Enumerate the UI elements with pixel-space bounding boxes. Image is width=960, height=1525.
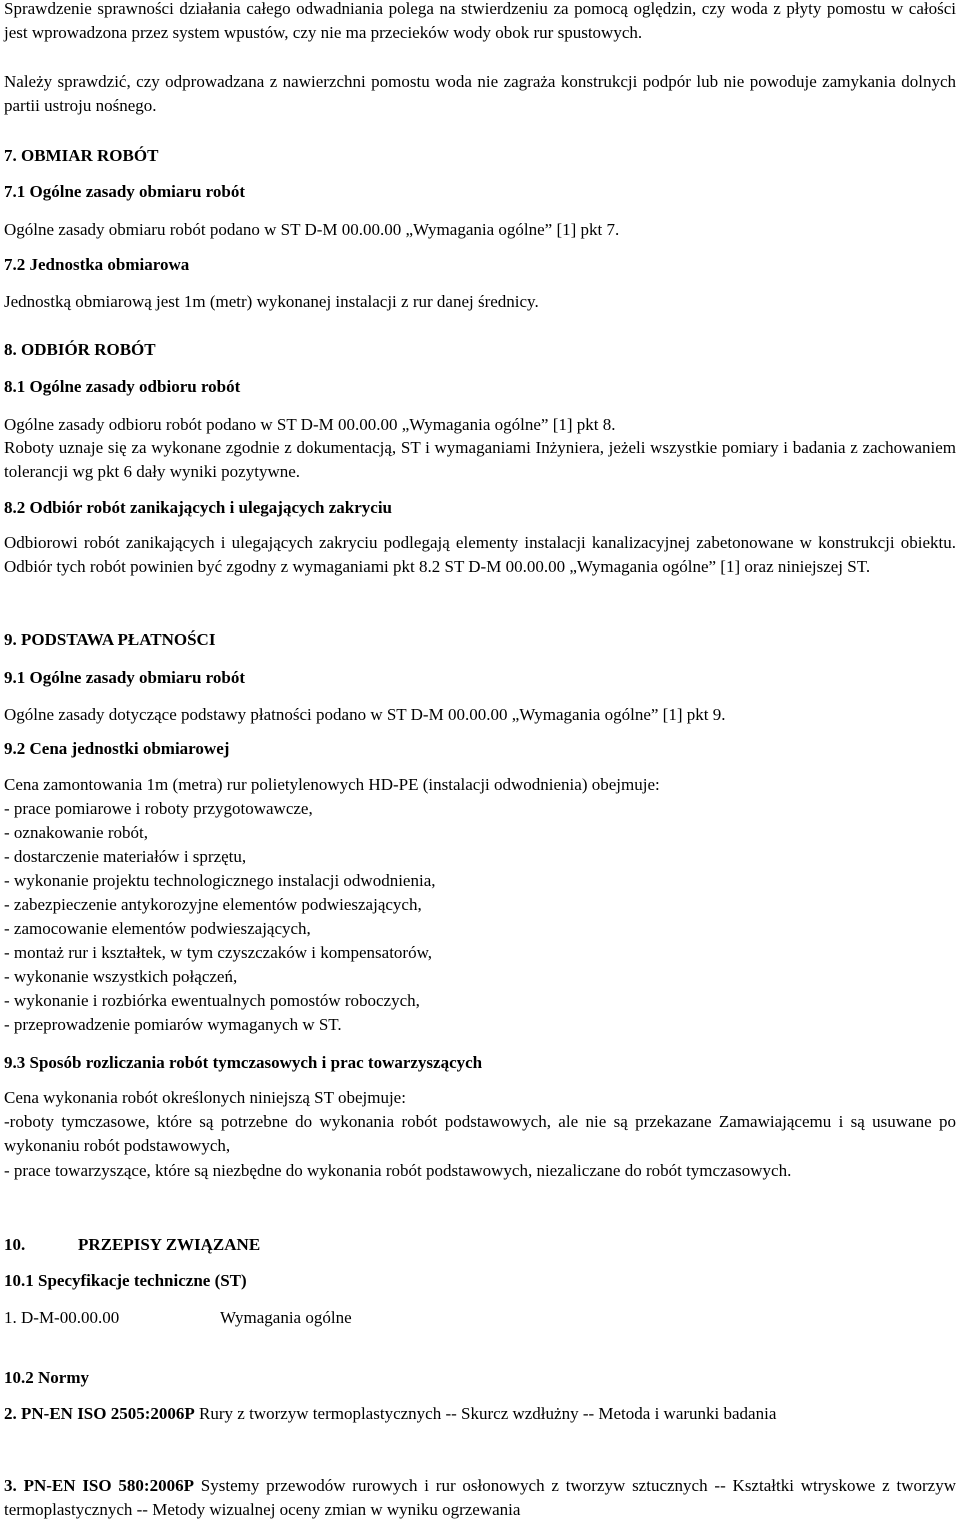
section-8-1-text-2: Roboty uznaje się za wykonane zgodnie z dokumentacją, ST i wymaganiami Inżyniera, jeżeli wszystkie pomiary i badania z zachowaniem tolerancji wg pkt 6 dały wyniki pozytywne. xyxy=(4,438,956,481)
list-item: - oznakowanie robót, xyxy=(4,823,148,842)
list-item: - zabezpieczenie antykorozyjne elementów podwieszających, xyxy=(4,895,422,914)
norm-item-code: 2. PN-EN ISO 2505:2006P xyxy=(4,1404,195,1423)
intro-paragraph-1: Sprawdzenie sprawności działania całego odwadniania polega na stwierdzeniu za pomocą oględzin, czy woda z płyty pomostu w całości jest wprowadzona przez system wpustów, czy nie ma przecieków wody obok rur spustowych. xyxy=(4,0,956,42)
section-9-3-item-2: - prace towarzyszące, które są niezbędne do wykonania robót podstawowych, niezaliczane do robót tymczasowych. xyxy=(4,1161,792,1180)
section-9-heading: 9. PODSTAWA PŁATNOŚCI xyxy=(4,630,216,649)
section-7-2-text: Jednostką obmiarową jest 1m (metr) wykonanej instalacji z rur danej średnicy. xyxy=(4,292,539,311)
section-9-3-heading: 9.3 Sposób rozliczania robót tymczasowych i prac towarzyszących xyxy=(4,1053,483,1072)
section-9-3-intro: Cena wykonania robót określonych niniejszą ST obejmuje: xyxy=(4,1088,406,1107)
list-item: - wykonanie projektu technologicznego instalacji odwodnienia, xyxy=(4,871,436,890)
section-8-heading: 8. ODBIÓR ROBÓT xyxy=(4,340,156,359)
list-item: - montaż rur i kształtek, w tym czyszczaków i kompensatorów, xyxy=(4,943,433,962)
norm-item-text: Systemy przewodów rurowych i rur osłonowych z tworzyw sztucznych -- Kształtki wtryskowe z tworzyw termoplastycznych -- Metody wizualnej oceny zmian w wyniku ogrzewania xyxy=(4,1476,956,1519)
section-8-2-text: Odbiorowi robót zanikających i ulegających zakryciu podlegają elementy instalacji kanalizacyjnej zabetonowane w konstrukcji obiektu. Odbiór tych robót powinien być zgodny z wymaganiami pkt 8.2 ST D-M 00.00.00 „Wymagania ogólne” [1] oraz niniejszej ST. xyxy=(4,533,956,576)
list-item: - zamocowanie elementów podwieszających, xyxy=(4,919,311,938)
list-item: - przeprowadzenie pomiarów wymaganych w ST. xyxy=(4,1015,342,1034)
section-9-2-heading: 9.2 Cena jednostki obmiarowej xyxy=(4,739,230,758)
section-10-1-heading: 10.1 Specyfikacje techniczne (ST) xyxy=(4,1271,247,1290)
section-7-1-text: Ogólne zasady obmiaru robót podano w ST D-M 00.00.00 „Wymagania ogólne” [1] pkt 7. xyxy=(4,220,620,239)
section-8-2-heading: 8.2 Odbiór robót zanikających i ulegających zakryciu xyxy=(4,498,393,517)
norm-item-text: Rury z tworzyw termoplastycznych -- Skurcz wzdłużny -- Metoda i warunki badania xyxy=(194,1404,777,1423)
norm-item-code: 3. PN-EN ISO 580:2006P xyxy=(4,1476,194,1495)
section-9-2-list xyxy=(4,797,956,1037)
intro-paragraph-2: Należy sprawdzić, czy odprowadzana z nawierzchni pomostu woda nie zagraża konstrukcji podpór lub nie powoduje zamykania dolnych partii ustroju nośnego. xyxy=(4,72,956,115)
section-10-number: 10. xyxy=(4,1235,26,1254)
section-10-2-heading: 10.2 Normy xyxy=(4,1368,89,1387)
section-7-2-heading: 7.2 Jednostka obmiarowa xyxy=(4,255,190,274)
norm-item-2 xyxy=(4,1402,956,1426)
spec-item-1 xyxy=(4,1306,956,1330)
list-item: - prace pomiarowe i roboty przygotowawcze, xyxy=(4,799,313,818)
section-10-heading xyxy=(4,1233,956,1257)
section-8-1-text: Ogólne zasady odbioru robót podano w ST D-M 00.00.00 „Wymagania ogólne” [1] pkt 8. xyxy=(4,415,616,434)
list-item: - wykonanie wszystkich połączeń, xyxy=(4,967,238,986)
section-9-1-heading: 9.1 Ogólne zasady obmiaru robót xyxy=(4,668,246,687)
section-7-heading: 7. OBMIAR ROBÓT xyxy=(4,146,159,165)
list-item: - wykonanie i rozbiórka ewentualnych pomostów roboczych, xyxy=(4,991,420,1010)
section-7-1-heading: 7.1 Ogólne zasady obmiaru robót xyxy=(4,182,246,201)
section-9-3-item-1: -roboty tymczasowe, które są potrzebne do wykonania robót podstawowych, ale nie są przekazane Zamawiającemu i są usuwane po wykonaniu robót podstawowych, xyxy=(4,1112,956,1155)
section-8-1-heading: 8.1 Ogólne zasady odbioru robót xyxy=(4,377,241,396)
section-9-2-intro: Cena zamontowania 1m (metra) rur polietylenowych HD-PE (instalacji odwodnienia) obejmuje: xyxy=(4,775,660,794)
section-9-1-text: Ogólne zasady dotyczące podstawy płatności podano w ST D-M 00.00.00 „Wymagania ogólne” [1] pkt 9. xyxy=(4,705,726,724)
norm-item-3 xyxy=(4,1474,956,1522)
list-item: - dostarczenie materiałów i sprzętu, xyxy=(4,847,247,866)
section-10-title: PRZEPISY ZWIĄZANE xyxy=(78,1235,261,1254)
spec-item-code: 1. D-M-00.00.00 xyxy=(4,1308,120,1327)
spec-item-title: Wymagania ogólne xyxy=(220,1308,352,1327)
